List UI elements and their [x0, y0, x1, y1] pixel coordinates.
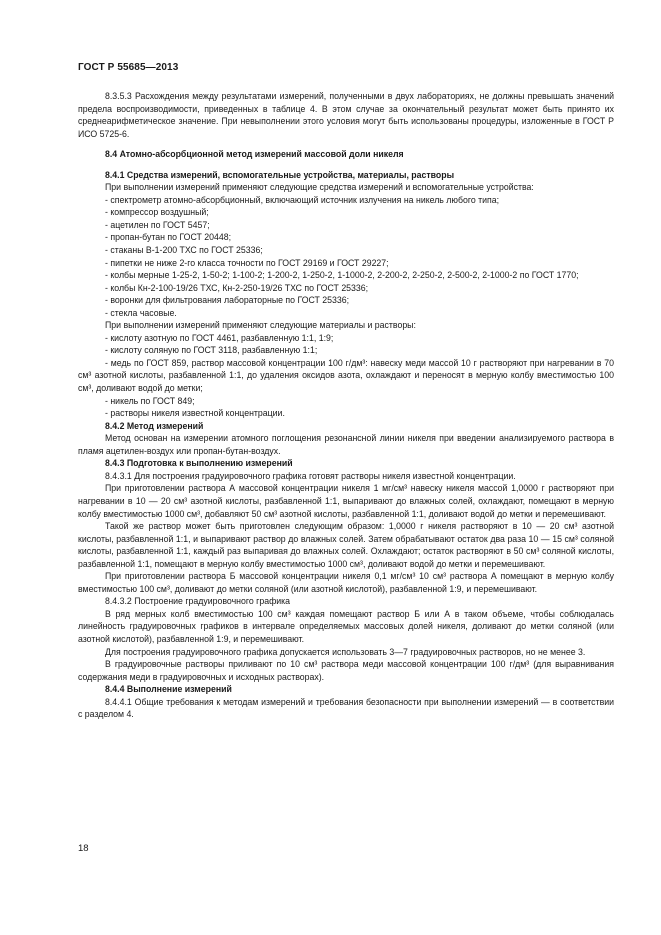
list-item: - колбы мерные 1-25-2, 1-50-2; 1-100-2; 1-200-2, 1-250-2, 1-1000-2, 2-200-2, 2-250-2, 2-500-2, 2-1000-2 по ГОСТ 1770;	[105, 270, 579, 281]
list-item: - стаканы В-1-200 ТХС по ГОСТ 25336;	[105, 245, 263, 256]
paragraph: Для построения градуировочного графика допускается использовать 3—7 градуировочных растворов, но не менее 3.	[105, 646, 586, 657]
paragraph: 8.3.5.3 Расхождения между результатами измерений, полученными в двух лабораториях, не должны превышать значений предела воспроизводимости, приведенных в таблице 4. В этом случае за окончательный результат может быть принято их среднеарифметическое значение. При невыполнении этого условия могут быть использованы процедуры, изложенные в ГОСТ Р ИСО 5725-6.	[78, 91, 614, 139]
paragraph: При выполнении измерений применяют следующие средства измерений и вспомогательные устройства:	[105, 182, 534, 193]
subsection-heading: 8.4.2 Метод измерений	[105, 420, 204, 431]
paragraph: При выполнении измерений применяют следующие материалы и растворы:	[105, 320, 416, 331]
list-item: - кислоту соляную по ГОСТ 3118, разбавленную 1:1;	[105, 345, 318, 356]
list-item: - кислоту азотную по ГОСТ 4461, разбавленную 1:1, 1:9;	[105, 332, 334, 343]
list-item: - колбы Кн-2-100-19/26 ТХС, Кн-2-250-19/26 ТХС по ГОСТ 25336;	[105, 282, 369, 293]
list-item: - компрессор воздушный;	[105, 207, 209, 218]
document-body	[78, 90, 614, 721]
paragraph: 8.4.3.1 Для построения градуировочного графика готовят растворы никеля известной концентрации.	[105, 470, 516, 481]
page-number: 18	[78, 843, 89, 854]
list-item: - медь по ГОСТ 859, раствор массовой концентрации 100 г/дм³: навеску меди массой 10 г растворяют при нагревании в 70 см³ азотной кислоты, разбавленной 1:1, до удаления оксидов азота, охлаждают и переносят в мерную колбу вместимостью 100 см³, доливают водой до метки;	[78, 357, 614, 394]
paragraph: В ряд мерных колб вместимостью 100 см³ каждая помещают раствор Б или А в таком объеме, чтобы соблюдалась линейность градуировочных графиков в интервале определяемых массовых долей никеля, доливают до метки соляной (или азотной кислотой), разбавленной 1:9, и перемешивают.	[78, 608, 614, 644]
document-header: ГОСТ Р 55685—2013	[78, 62, 179, 73]
list-item: - растворы никеля известной концентрации.	[105, 408, 285, 419]
section-heading: 8.4 Атомно-абсорбционной метод измерений массовой доли никеля	[105, 149, 404, 160]
paragraph: Такой же раствор может быть приготовлен следующим образом: 1,0000 г никеля растворяют в 10 — 20 см³ азотной кислоты, разбавленной 1:1, и выпаривают раствор до влажных солей. Затем обрабатывают остаток два раза 10 — 15 см³ соляной кислоты, разбавленной 1:1, каждый раз выпаривая до влажных солей. Охлаждают; остаток растворяют в 50 см³ соляной кислоты, разбавленной 1:1, помещают в мерную колбу вместимостью 1000 см³, доливают водой до метки и перемешивают.	[78, 521, 614, 569]
paragraph: 8.4.4.1 Общие требования к методам измерений и требования безопасности при выполнении измерений — в соответствии с разделом 4.	[78, 696, 614, 720]
list-item: - пропан-бутан по ГОСТ 20448;	[105, 232, 232, 243]
paragraph: 8.4.3.2 Построение градуировочного графика	[105, 596, 291, 607]
list-item: - ацетилен по ГОСТ 5457;	[105, 219, 210, 230]
list-item: - пипетки не ниже 2-го класса точности по ГОСТ 29169 и ГОСТ 29227;	[105, 257, 389, 268]
subsection-heading: 8.4.1 Средства измерений, вспомогательные устройства, материалы, растворы	[105, 169, 455, 180]
paragraph: При приготовлении раствора А массовой концентрации никеля 1 мг/см³ навеску никеля массой 1,0000 г растворяют при нагревании в 10 — 20 см³ азотной кислоты, разбавленной 1:1, выпаривают до влажных солей, охлаждают, помещают в мерную колбу вместимостью 1000 см³, добавляют 50 см³ азотной кислоты, разбавленной 1:1, доливают водой до метки и перемешивают.	[78, 483, 614, 519]
subsection-heading: 8.4.3 Подготовка к выполнению измерений	[105, 458, 293, 469]
list-item: - никель по ГОСТ 849;	[105, 395, 195, 406]
paragraph: При приготовлении раствора Б массовой концентрации никеля 0,1 мг/см³ 10 см³ раствора А помещают в мерную колбу вместимостью 100 см³, доливают до метки соляной (или азотной кислотой), разбавленной 1:9, и перемешивают.	[78, 571, 614, 594]
paragraph: В градуировочные растворы приливают по 10 см³ раствора меди массовой концентрации 100 г/дм³ (для выравнивания содержания меди в градуировочных и исходных растворах).	[78, 659, 614, 682]
subsection-heading: 8.4.4 Выполнение измерений	[105, 684, 232, 695]
list-item: - спектрометр атомно-абсорбционный, включающий источник излучения на никель любого типа;	[105, 194, 500, 205]
list-item: - воронки для фильтрования лабораторные по ГОСТ 25336;	[105, 295, 350, 306]
list-item: - стекла часовые.	[105, 307, 177, 318]
paragraph: Метод основан на измерении атомного поглощения резонансной линии никеля при введении анализируемого раствора в пламя ацетилен-воздух или пропан-бутан-воздух.	[78, 433, 614, 456]
